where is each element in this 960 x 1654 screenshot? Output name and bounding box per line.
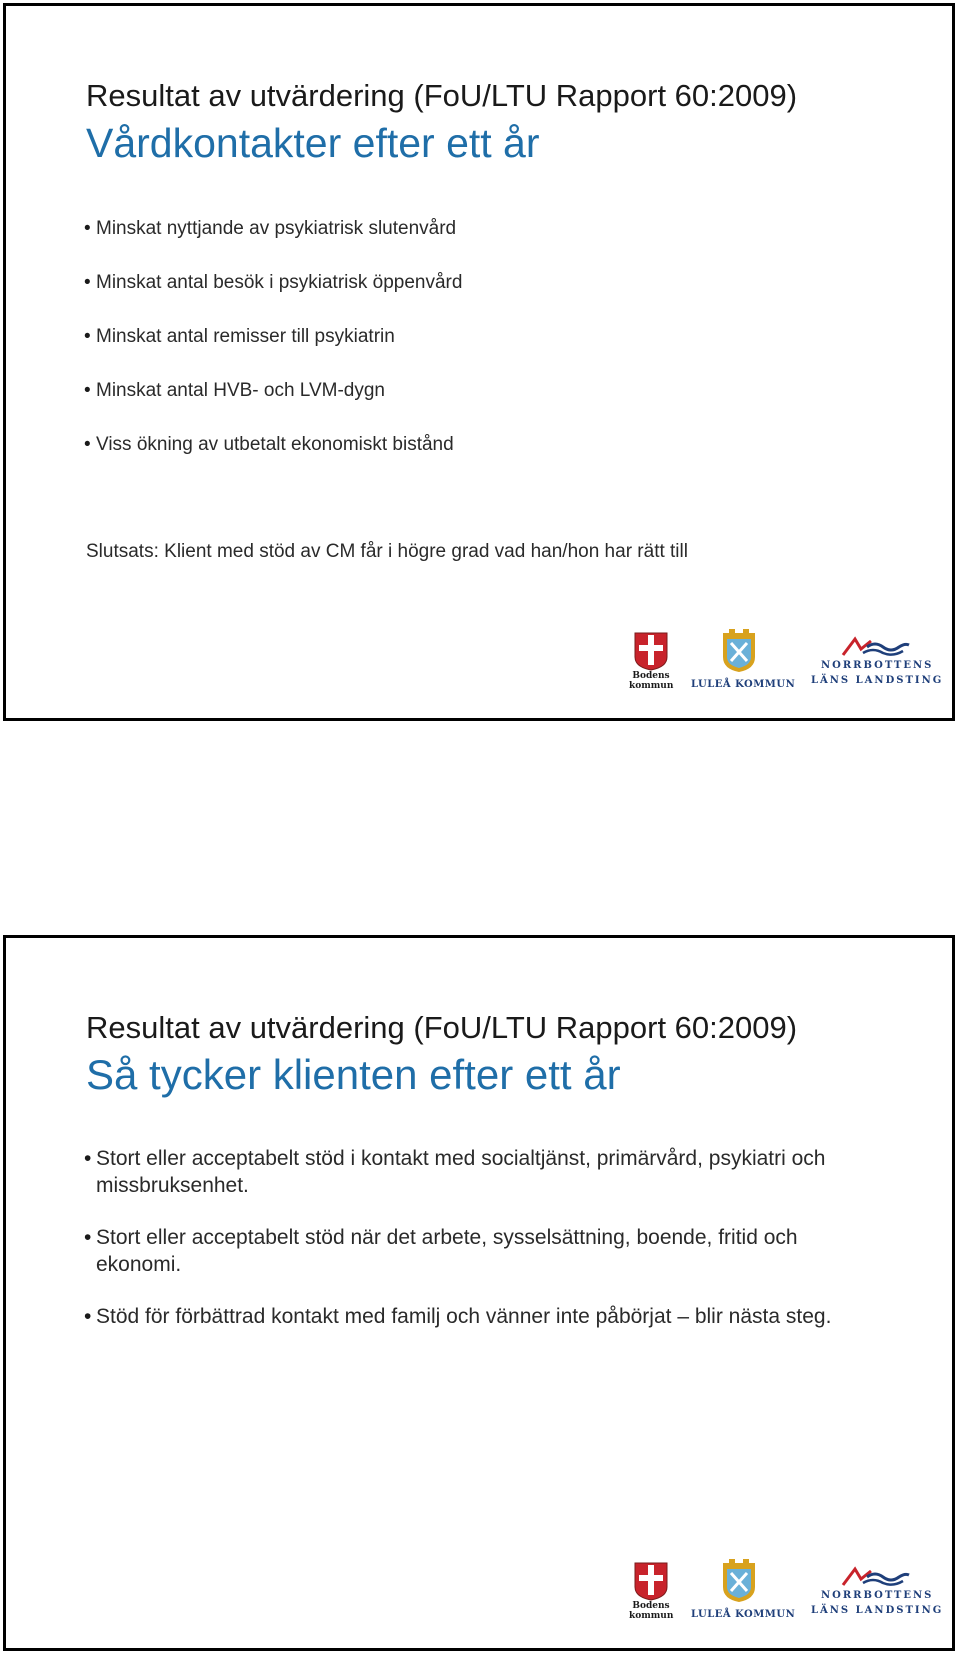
boden-crest-icon xyxy=(631,631,671,671)
slide-2 xyxy=(3,935,955,1651)
list-item: • Stort eller acceptabelt stöd när det arbete, sysselsättning, boende, fritid och ekonomi. xyxy=(84,1224,856,1278)
list-item: • Minskat antal HVB- och LVM-dygn xyxy=(84,379,462,402)
slide-2-title: Så tycker klienten efter ett år xyxy=(86,1051,621,1098)
boden-logo-text: Bodens kommun xyxy=(629,671,674,691)
slide-1-pre-title: Resultat av utvärdering (FoU/LTU Rapport 60:2009) xyxy=(86,78,798,113)
list-item: • Minskat antal remisser till psykiatrin xyxy=(84,325,462,348)
slide-1-conclusion: Slutsats: Klient med stöd av CM får i högre grad vad han/hon har rätt till xyxy=(86,541,688,562)
list-item: • Viss ökning av utbetalt ekonomiskt bistånd xyxy=(84,433,462,456)
norrbotten-logo-line1: NORRBOTTENS xyxy=(821,660,934,671)
list-item: • Stort eller acceptabelt stöd i kontakt med socialtjänst, primärvård, psykiatri och missbruksenhet. xyxy=(84,1145,856,1199)
lulea-logo xyxy=(691,1557,796,1623)
boden-logo xyxy=(629,1561,674,1623)
list-item: • Stöd för förbättrad kontakt med familj och vänner inte påbörjat – blir nästa steg. xyxy=(84,1303,856,1330)
slide-1-logos xyxy=(629,631,944,701)
slide-1-title: Vårdkontakter efter ett år xyxy=(86,120,540,166)
lulea-crest-icon xyxy=(719,1557,759,1603)
boden-logo xyxy=(629,631,674,693)
lulea-logo-text: LULEÅ KOMMUN xyxy=(691,679,796,690)
slide-2-bullet-list xyxy=(84,1145,856,1355)
norrbotten-logo-line1: NORRBOTTENS xyxy=(821,1590,934,1601)
norrbotten-logo-line2: LÄNS LANDSTING xyxy=(811,675,944,686)
slide-2-logos xyxy=(629,1561,944,1631)
lulea-logo-text: LULEÅ KOMMUN xyxy=(691,1609,796,1620)
slide-1-bullet-list xyxy=(84,217,462,487)
list-item: • Minskat antal besök i psykiatrisk öppenvård xyxy=(84,271,462,294)
norrbotten-logo xyxy=(811,635,944,693)
slide-1 xyxy=(3,3,955,721)
lulea-crest-icon xyxy=(719,627,759,673)
norrbotten-wave-icon xyxy=(841,635,911,657)
norrbotten-logo-line2: LÄNS LANDSTING xyxy=(811,1605,944,1616)
list-item: • Minskat nyttjande av psykiatrisk slutenvård xyxy=(84,217,462,240)
boden-logo-text: Bodens kommun xyxy=(629,1601,674,1621)
slide-2-pre-title: Resultat av utvärdering (FoU/LTU Rapport 60:2009) xyxy=(86,1010,798,1045)
norrbotten-wave-icon xyxy=(841,1565,911,1587)
norrbotten-logo xyxy=(811,1565,944,1623)
boden-crest-icon xyxy=(631,1561,671,1601)
lulea-logo xyxy=(691,627,796,693)
